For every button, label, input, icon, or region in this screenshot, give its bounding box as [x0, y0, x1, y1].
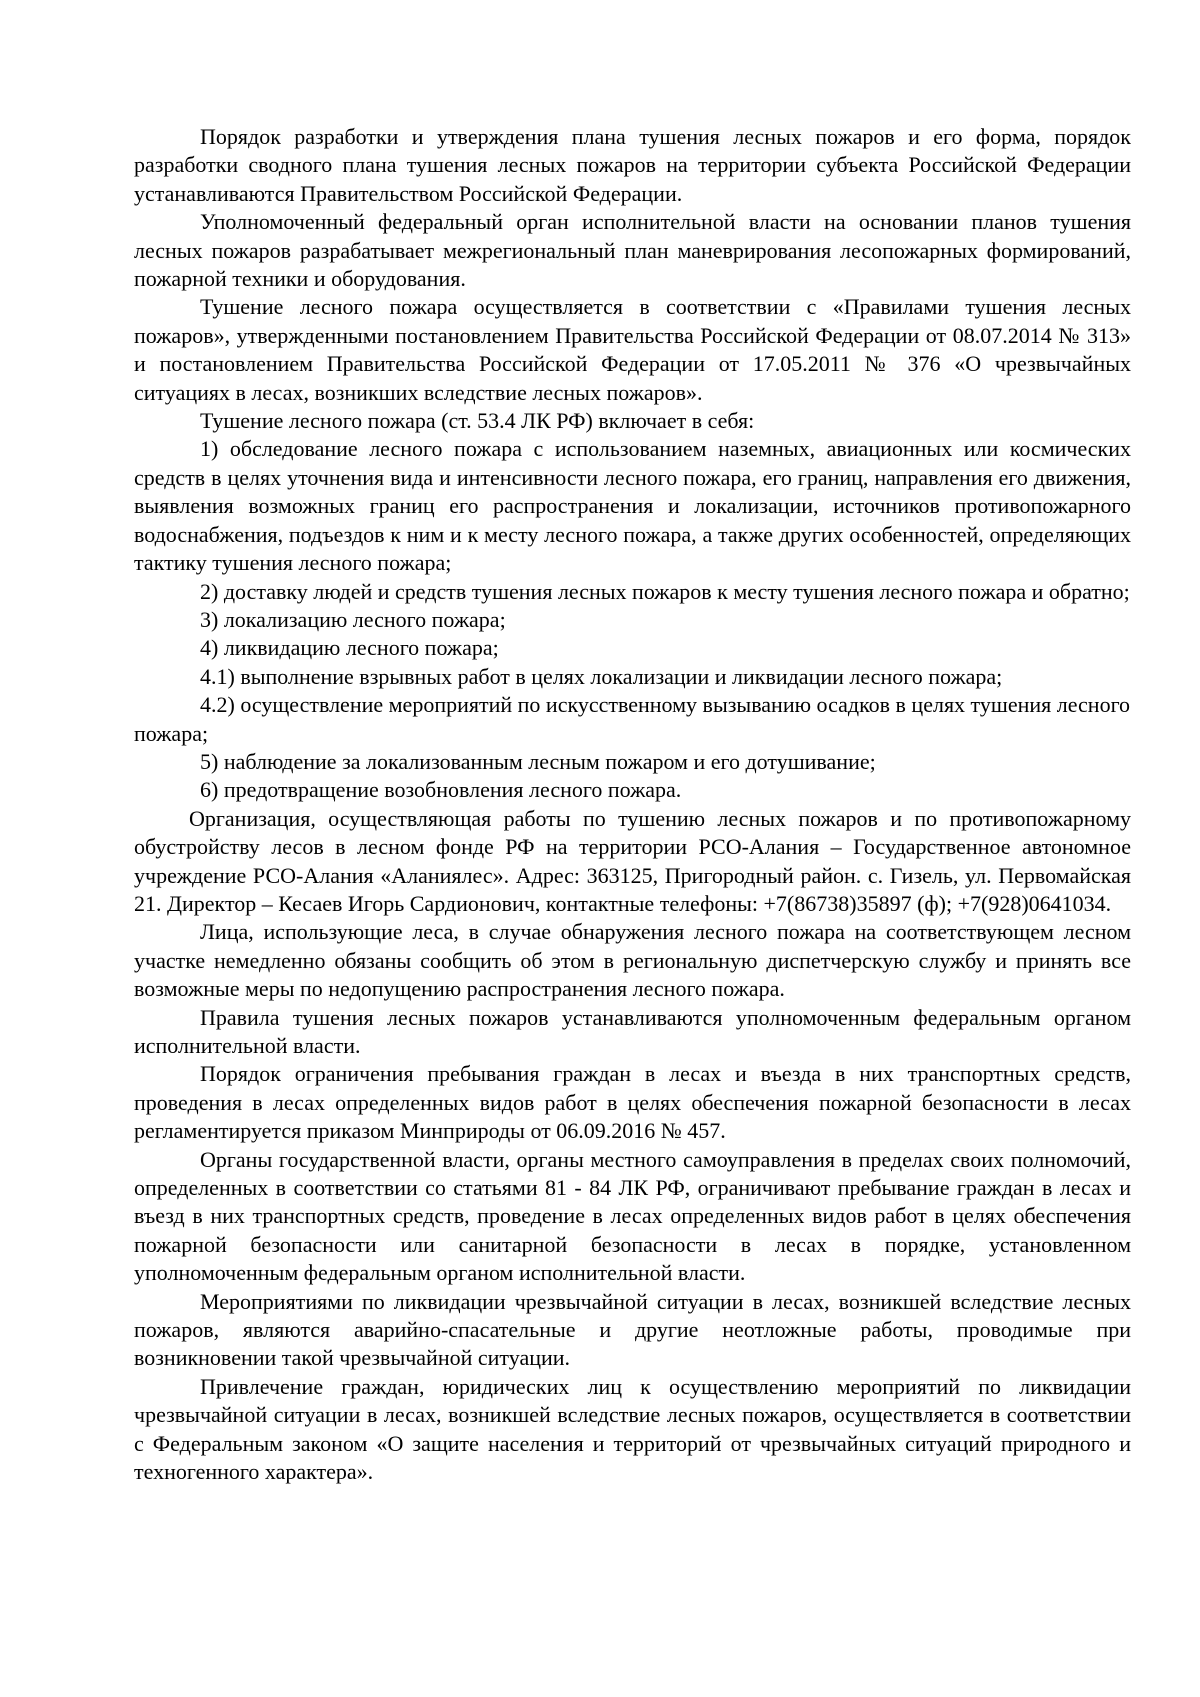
list-item-4-1-blasting: 4.1) выполнение взрывных работ в целях локализации и ликвидации лесного пожара;: [200, 663, 1003, 689]
paragraph-emergency-measures: Мероприятиями по ликвидации чрезвычайной ситуации в лесах, возникшей вследствие лесных пожаров, являются аварийно-спасательные и другие неотложные работы, проводимые при возникновении такой чрезвычайной ситуации.: [134, 1288, 1131, 1371]
paragraph-authorities-restrictions: Органы государственной власти, органы местного самоуправления в пределах своих полномочий, определенных в соответствии со статьями 81 - 84 ЛК РФ, ограничивают пребывание граждан в лесах и въезд в них транспортных средств, проведение в лесах определенных видов работ в целях обеспечения пожарной безопасности или санитарной безопасности в лесах в порядке, установленном уполномоченным федеральным органом исполнительной власти.: [134, 1146, 1131, 1286]
list-item-3-localization: 3) локализацию лесного пожара;: [200, 606, 506, 632]
paragraph-forest-users-duty: Лица, использующие леса, в случае обнаружения лесного пожара на соответствующем лесном участке немедленно обязаны сообщить об этом в региональную диспетчерскую службу и принять все возможные меры по недопущению распространения лесного пожара.: [134, 919, 1131, 1002]
paragraph-fire-rules-reference: Тушение лесного пожара осуществляется в соответствии с «Правилами тушения лесных пожаров», утвержденными постановлением Правительства Российской Федерации от 08.07.2014 № 313» и постановлением Правительства Российской Федерации от 17.05.2011 № 376 «О чрезвычайных ситуациях в лесах, возникших вследствие лесных пожаров».: [134, 294, 1131, 405]
paragraph-organization-contacts: Организация, осуществляющая работы по тушению лесных пожаров и по противопожарному обустройству лесов в лесном фонде РФ на территории РСО-Алания – Государственное автономное учреждение РСО-Алания «Аланиялес». Адрес: 363125, Пригородный район. с. Гизель, ул. Первомайская 21. Директор – Кесаев Игорь Сардионович, контактные телефоны: +7(86738)35897 (ф); +7(928)0641034.: [134, 805, 1131, 916]
list-item-5-observation: 5) наблюдение за локализованным лесным пожаром и его дотушивание;: [200, 748, 876, 774]
list-item-1-survey: 1) обследование лесного пожара с использованием наземных, авиационных или космических средств в целях уточнения вида и интенсивности лесного пожара, его границ, направления его движения, выявления возможных границ его распространения и локализации, источников противопожарного водоснабжения, подъездов к ним и к месту лесного пожара, а также других особенностей, определяющих тактику тушения лесного пожара;: [134, 436, 1131, 576]
list-item-4-liquidation: 4) ликвидацию лесного пожара;: [200, 635, 499, 661]
paragraph-maneuver-plan: Уполномоченный федеральный орган исполнительной власти на основании планов тушения лесных пожаров разрабатывает межрегиональный план маневрирования лесопожарных формирований, пожарной техники и оборудования.: [134, 209, 1131, 292]
list-item-4-2-precipitation: 4.2) осуществление мероприятий по искусственному вызыванию осадков в целях тушения лесного пожара;: [134, 692, 1131, 746]
paragraph-access-restriction-order: Порядок ограничения пребывания граждан в лесах и въезда в них транспортных средств, проведения в лесах определенных видов работ в целях обеспечения пожарной безопасности в лесах регламентируется приказом Минприроды от 06.09.2016 № 457.: [134, 1061, 1131, 1144]
list-item-2-delivery: 2) доставку людей и средств тушения лесных пожаров к месту тушения лесного пожара и обратно;: [200, 578, 1130, 604]
paragraph-fire-extinguishing-includes: Тушение лесного пожара (ст. 53.4 ЛК РФ) включает в себя:: [200, 408, 755, 434]
paragraph-citizens-involvement: Привлечение граждан, юридических лиц к осуществлению мероприятий по ликвидации чрезвычайной ситуации в лесах, возникшей вследствие лесных пожаров, осуществляется в соответствии с Федеральным законом «О защите населения и территорий от чрезвычайных ситуаций природного и техногенного характера».: [134, 1373, 1131, 1485]
paragraph-fire-plan-procedure: Порядок разработки и утверждения плана тушения лесных пожаров и его форма, порядок разработки сводного плана тушения лесных пожаров на территории субъекта Российской Федерации устанавливаются Правительством Российской Федерации.: [134, 124, 1131, 206]
list-item-6-prevention: 6) предотвращение возобновления лесного пожара.: [200, 777, 682, 803]
paragraph-fire-rules-authority: Правила тушения лесных пожаров устанавливаются уполномоченным федеральным органом исполнительной власти.: [134, 1004, 1131, 1058]
document-page: [134, 123, 1131, 1487]
